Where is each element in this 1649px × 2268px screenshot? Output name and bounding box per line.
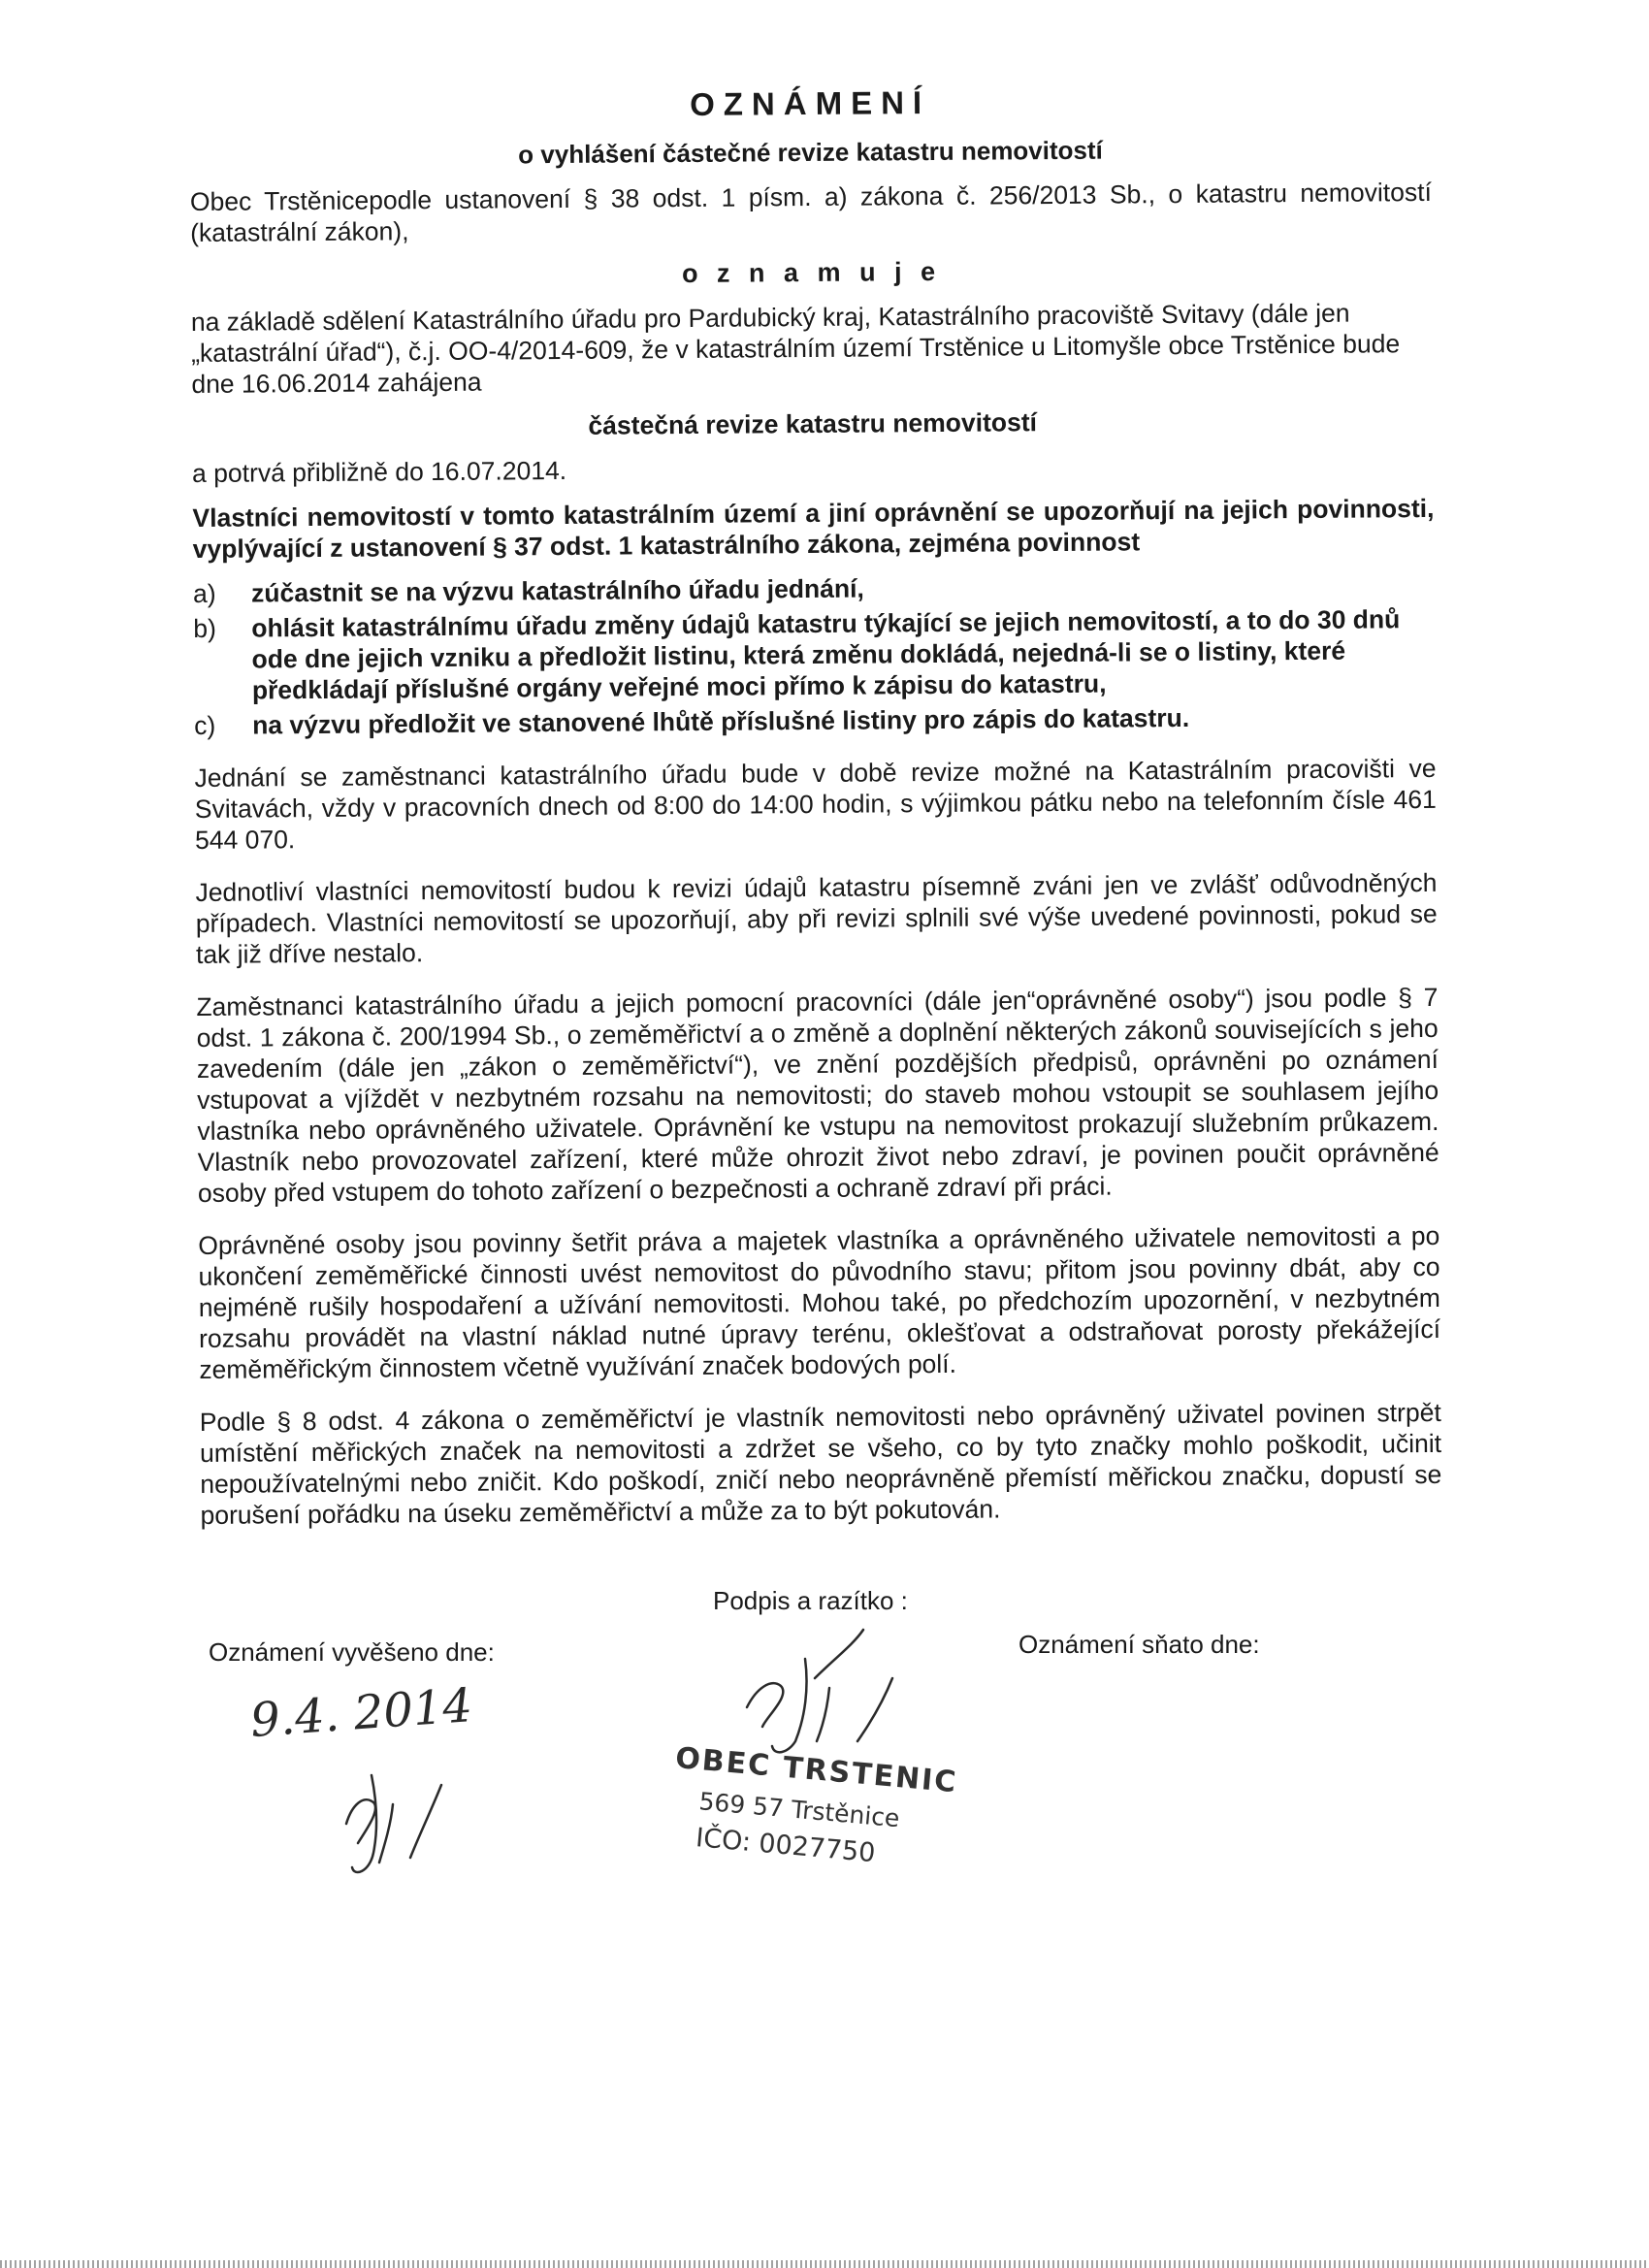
basis-paragraph: na základě sdělení Katastrálního úřadu pro Pardubický kraj, Katastrálního pracoviště Svitavy (dále jen „katastrální úřad“), č.j. OO-4/2014-609, že v katastrálním území Trstěnice u Litomyšle obce Trstěnice bude dne 16.06.2014 zahájena	[190, 298, 1401, 399]
removed-label: Oznámení sňato dne:	[1018, 1630, 1260, 1659]
official-stamp	[667, 1741, 959, 1873]
list-marker: c)	[194, 710, 216, 740]
invitation-paragraph: Jednotliví vlastníci nemovitostí budou k revizi údajů katastru písemně zváni jen ve zvlášť odůvodněných případech. Vlastníci nemovitostí se upozorňují, aby při revizi splnili své výše uvedené povinnosti, pokud se tak již dříve nestalo.	[195, 867, 1438, 969]
stamp-line: 569 57 Trstěnice	[697, 1787, 901, 1833]
office-hours-paragraph: Jednání se zaměstnanci katastrálního úřadu bude v době revize možné na Katastrálním pracovišti ve Svitavách, vždy v pracovních dnech od 8:00 do 14:00 hodin, s výjimkou pátku nebo na telefonním čísle 461 544 070.	[194, 753, 1437, 855]
stamp-line: IČO: 0027750	[695, 1823, 877, 1869]
posted-label: Oznámení vyvěšeno dne:	[209, 1637, 495, 1667]
announces-heading: o z n a m u j e	[681, 256, 942, 289]
list-marker: a)	[192, 578, 216, 608]
handwritten-signature-left	[335, 1766, 470, 1892]
list-text: zúčastnit se na výzvu katastrálního úřadu jednání,	[250, 573, 864, 608]
document-title: OZNÁMENÍ	[689, 83, 931, 122]
document-subtitle: o vyhlášení částečné revize katastru nemovitostí	[518, 135, 1103, 170]
list-marker: b)	[193, 613, 217, 643]
scan-edge-strip	[0, 2260, 1649, 2268]
survey-marks-paragraph: Podle § 8 odst. 4 zákona o zeměměřictví je vlastník nemovitosti nebo oprávněný uživatel povinen strpět umístění měřických značek na nemovitosti a zdržet se všeho, co by tyto značky mohlo poškodit, učinit nepoužívatelnými nebo zničit. Kdo poškodí, zničí nebo neoprávněně přemístí měřickou značku, dopustí se porušení pořádku na úseku zeměměřictví a může za to být pokutován.	[199, 1397, 1442, 1530]
stamp-line: OBEC TRSTENIC	[673, 1741, 959, 1800]
signature-label: Podpis a razítko :	[713, 1586, 908, 1615]
posted-date-handwritten: 9.4. 2014	[248, 1678, 474, 1748]
revision-heading: částečná revize katastru nemovitostí	[588, 407, 1038, 440]
list-text: na výzvu předložit ve stanovené lhůtě příslušné listiny pro zápis do katastru.	[252, 702, 1190, 740]
duration-paragraph: a potrvá přibližně do 16.07.2014.	[191, 455, 567, 488]
list-text: ohlásit katastrálnímu úřadu změny údajů katastru týkající se jejich nemovitostí, a to do 30 dnů ode dne jejich vzniku a předložit listinu, která změnu dokládá, nejedná-li se o listiny, které předkládají příslušné orgány veřejné moci přímo k zápisu do katastru,	[251, 604, 1401, 705]
handwritten-signature-center	[737, 1620, 931, 1766]
duties-of-staff-paragraph: Oprávněné osoby jsou povinny šetřit práva a majetek vlastníka a oprávněného uživatele nemovitosti a po ukončení zeměměřické činnosti uvést nemovitost do původního stavu; přitom jsou povinny dbát, aby co nejméně rušily hospodaření a užívání nemovitosti. Mohou také, po předchozím upozornění, v nezbytném rozsahu provádět na vlastní náklad nutné úpravy terénu, oklešťovat a odstraňovat porosty překážející zeměměřickým činnostem včetně využívání značek bodových polí.	[198, 1220, 1441, 1384]
intro-paragraph: Obec Trstěnicepodle ustanovení § 38 odst. 1 písm. a) zákona č. 256/2013 Sb., o katastru nemovitostí (katastrální zákon),	[189, 177, 1432, 247]
owners-notice: Vlastníci nemovitostí v tomto katastrálním území a jiní oprávnění se upozorňují na jejich povinnosti, vyplývající z ustanovení § 37 odst. 1 katastrálního zákona, zejména povinnost	[192, 493, 1435, 564]
entry-rights-paragraph: Zaměstnanci katastrálního úřadu a jejich pomocní pracovníci (dále jen“oprávněné osoby“) jsou podle § 7 odst. 1 zákona č. 200/1994 Sb., o zeměměřictví a o změně a doplnění některých zákonů souvisejících s jeho zavedením (dále jen „zákon o zeměměřictví“), ve znění pozdějších předpisů, oprávněni po oznámení vstupovat a vjíždět v nezbytném rozsahu na nemovitosti; do staveb mohou vstoupit se souhlasem jejího vlastníka nebo oprávněného uživatele. Oprávnění ke vstupu na nemovitost prokazují služebním průkazem. Vlastník nebo provozovatel zařízení, které může ohrozit život nebo zdraví, je povinen poučit oprávněné osoby před vstupem do tohoto zařízení o bezpečnosti a ochraně zdraví při práci.	[196, 982, 1439, 1208]
